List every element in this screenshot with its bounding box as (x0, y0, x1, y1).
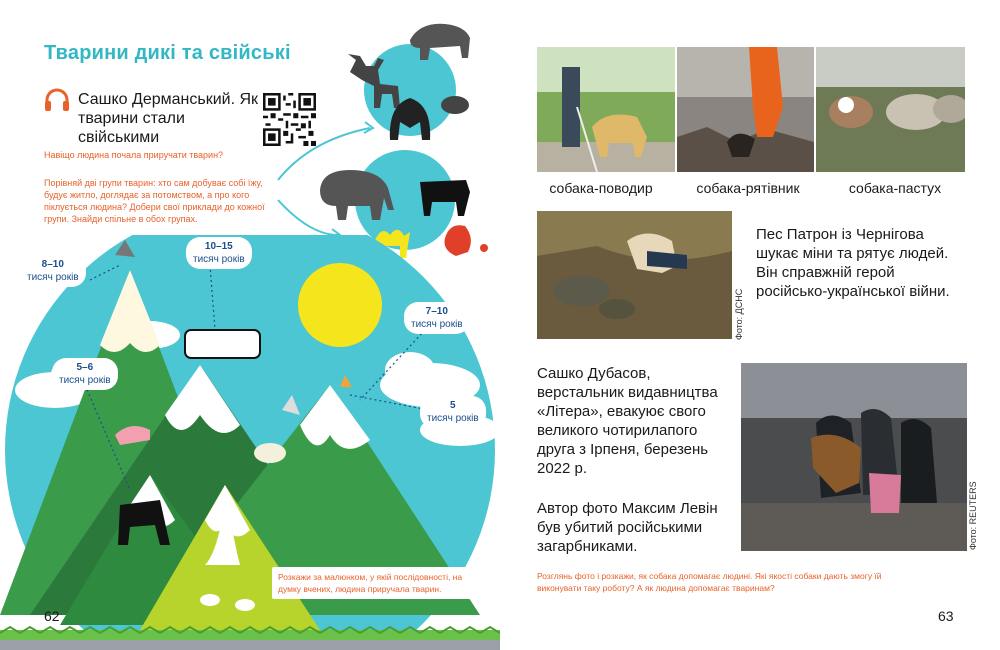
patron-text: Пес Патрон із Чернігова шукає міни та рятує людей. Він справжній герой російсько-української війни. (756, 226, 950, 300)
dubasov-text: Сашко Дубасов, верстальник видавництва «Літера», евакуює свого великого чотирилапого друга з Ірпеня, березень 2022 р. (537, 365, 718, 477)
animal-groups-illustration (270, 10, 500, 260)
timeline-label: 10–15 тисяч років (186, 237, 252, 269)
rescue-dog-photo (677, 47, 814, 172)
photo-caption: собака-пастух (848, 180, 942, 196)
guide-dog-photo (537, 47, 675, 172)
timeline-label: 5 тисяч років (420, 396, 486, 428)
arrow-to-domestic (278, 200, 338, 235)
sun (298, 263, 382, 347)
sheep-icon (254, 443, 286, 463)
page-title: Тварини дикі та свійські (44, 42, 291, 64)
compare-task-text: Порівняй дві групи тварин: хто сам добуває собі їжу, будує житло, доглядає за потомством, а про кого піклується людина? Добери свої приклади до кожної групи. Знайди спільне в обох групах. (44, 178, 265, 224)
irpin-evacuation-photo (741, 363, 967, 551)
shepherd-dog-photo (816, 47, 965, 172)
patron-dog-photo (537, 211, 732, 339)
illustration-task-text: Розкажи за малюнком, у якій послідовності, на думку вчених, людина приручала тварин. (272, 567, 482, 599)
photo-credit: Фото: REUTERS (968, 481, 978, 550)
question-text: Навіщо людина почала приручати тварин? (44, 150, 224, 160)
page-number: 63 (938, 608, 954, 624)
timeline-label: 8–10 тисяч років (20, 255, 86, 287)
photo-credit: Фото: ДСНС (734, 288, 744, 340)
photo-task-text: Розглянь фото і розкажи, як собака допомагає людині. Які якості собаки дають змогу їй виконувати таку роботу? А як людина допомагає тваринам? (537, 571, 882, 593)
cow-icon (185, 330, 260, 358)
beaver-icon (441, 96, 469, 114)
photo-caption: собака-рятівник (696, 180, 800, 196)
timeline-label: 5–6 тисяч років (52, 358, 118, 390)
headphones-icon[interactable] (44, 88, 70, 112)
timeline-label: 7–10 тисяч років (404, 302, 470, 334)
audio-story-title: Сашко Дерманський. Як тварини стали свійськими (78, 91, 259, 146)
page-number: 62 (44, 608, 60, 624)
chicken-icon (200, 594, 220, 606)
chicken-icon (235, 599, 255, 611)
levin-text: Автор фото Максим Левін був убитий російськими загарбниками. (537, 500, 718, 555)
photo-caption: собака-поводир (549, 180, 653, 196)
